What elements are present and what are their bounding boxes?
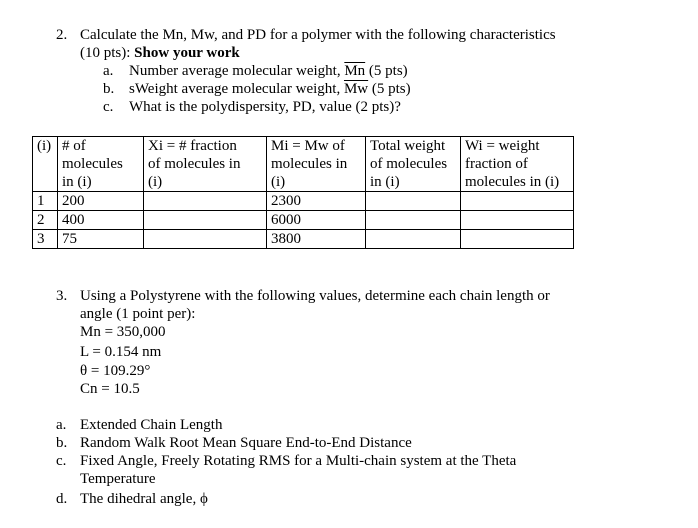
question-3-item-c <box>56 452 516 470</box>
table-row <box>33 211 574 230</box>
header-wi <box>461 137 574 192</box>
mw-symbol: $\overline{Mw}$ <box>343 81 369 97</box>
header-line: molecules in (i) <box>465 174 560 190</box>
value-cn: Cn = 10.5 <box>80 381 140 397</box>
question-3-item-a <box>56 416 222 434</box>
cell-index: 1 <box>33 192 58 211</box>
cell-mi: 6000 <box>267 211 366 230</box>
header-line: (i) <box>148 174 163 190</box>
cell-num-molecules: 75 <box>58 230 144 249</box>
item-text: What is the polydispersity, PD, value (2 pts)? <box>129 99 401 115</box>
item-text: sWeight average molecular weight, <box>129 81 344 97</box>
header-line: # of <box>62 138 86 154</box>
question-2-points: (10 pts): <box>80 45 135 61</box>
header-line: of molecules in <box>148 156 241 172</box>
question-3-item-d <box>56 490 208 508</box>
header-mi <box>267 137 366 192</box>
value-mn: Mn = 350,000 <box>80 324 166 340</box>
item-label: b. <box>56 435 68 451</box>
header-xi <box>144 137 267 192</box>
cell-mi: 2300 <box>267 192 366 211</box>
item-text: Random Walk Root Mean Square End-to-End Distance <box>80 435 412 451</box>
question-3-number: 3. <box>56 288 68 304</box>
cell-xi <box>144 192 267 211</box>
header-index <box>33 137 58 192</box>
cell-total-weight <box>366 192 461 211</box>
header-num-molecules <box>58 137 144 192</box>
item-text: Fixed Angle, Freely Rotating RMS for a Multi-chain system at the Theta <box>80 453 517 469</box>
cell-wi <box>461 192 574 211</box>
question-2-number: 2. <box>56 27 68 43</box>
item-label: d. <box>56 491 68 507</box>
cell-index: 2 <box>33 211 58 230</box>
header-line: (i) <box>271 174 286 190</box>
item-label: c. <box>56 453 67 469</box>
item-text: Extended Chain Length <box>80 417 223 433</box>
table-row <box>33 192 574 211</box>
mn-symbol: $\overline{Mn}$ <box>344 63 366 79</box>
polymer-data-table <box>32 136 574 249</box>
item-label: c. <box>103 99 114 115</box>
cell-wi <box>461 230 574 249</box>
question-3-prompt-line2: angle (1 point per): <box>80 306 196 322</box>
cell-total-weight <box>366 211 461 230</box>
cell-num-molecules: 400 <box>58 211 144 230</box>
value-bond-angle: θ = 109.29° <box>80 363 151 379</box>
header-line: in (i) <box>370 174 400 190</box>
cell-xi <box>144 211 267 230</box>
header-line: Total weight <box>370 138 446 154</box>
header-line: (i) <box>37 138 52 154</box>
header-line: of molecules <box>370 156 448 172</box>
table-row <box>33 230 574 249</box>
question-3-item-c-continued: Temperature <box>80 471 156 487</box>
header-total-weight <box>366 137 461 192</box>
table-header-row <box>33 137 574 192</box>
cell-wi <box>461 211 574 230</box>
item-label: a. <box>56 417 67 433</box>
item-text: Number average molecular weight, <box>129 63 345 79</box>
cell-index: 3 <box>33 230 58 249</box>
item-label: b. <box>103 81 115 97</box>
question-2-item-c <box>103 98 401 116</box>
header-line: molecules in <box>271 156 348 172</box>
cell-mi: 3800 <box>267 230 366 249</box>
question-2-instruction: Show your work <box>134 45 240 61</box>
header-line: molecules <box>62 156 123 172</box>
header-line: Wi = weight <box>465 138 540 154</box>
cell-xi <box>144 230 267 249</box>
question-2-prompt-line2 <box>80 44 240 62</box>
question-2-prompt-line1: Calculate the Mn, Mw, and PD for a polymer with the following characteristics <box>80 27 556 43</box>
header-line: Xi = # fraction <box>148 138 237 154</box>
question-2-item-a <box>103 62 408 80</box>
cell-total-weight <box>366 230 461 249</box>
question-3-item-b <box>56 434 412 452</box>
question-3-prompt-line1: Using a Polystyrene with the following values, determine each chain length or <box>80 288 550 304</box>
item-label: a. <box>103 63 114 79</box>
item-points: (5 pts) <box>368 81 411 97</box>
header-line: Mi = Mw of <box>271 138 345 154</box>
item-text: The dihedral angle, ϕ <box>80 491 208 507</box>
cell-num-molecules: 200 <box>58 192 144 211</box>
header-line: in (i) <box>62 174 92 190</box>
header-line: fraction of <box>465 156 528 172</box>
question-2-item-b <box>103 80 411 98</box>
item-points: (5 pts) <box>365 63 408 79</box>
value-bond-length: L = 0.154 nm <box>80 344 162 360</box>
